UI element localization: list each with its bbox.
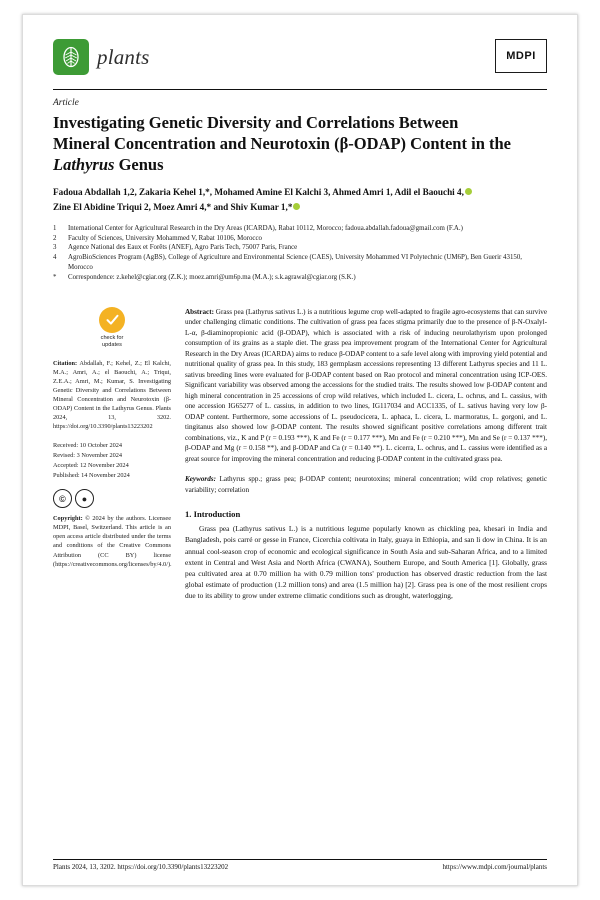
affiliation-text: International Center for Agricultural Research in the Dry Areas (ICARDA), Rabat 10112, Morocco; fadoua.abdallah.fadoua@gmail.com (F.A.) <box>68 224 463 232</box>
correspondence-item <box>53 273 547 283</box>
masthead-divider <box>53 89 547 90</box>
page-title <box>53 112 547 175</box>
orcid-icon[interactable] <box>465 188 472 195</box>
author-list <box>53 185 547 214</box>
publisher-logo: MDPI <box>495 39 547 73</box>
masthead <box>53 39 547 85</box>
keywords-label: Keywords: <box>185 475 216 484</box>
published-date: Published: 14 November 2024 <box>53 471 130 479</box>
author-line-1: Fadoua Abdallah 1,2, Zakaria Kehel 1,*, Mohamed Amine El Kalchi 3, Ahmed Amri 1, Adil el Baouchi 4, <box>53 187 464 198</box>
check-updates-line-2: updates <box>102 341 122 348</box>
citation-block <box>53 359 171 432</box>
creative-commons-badges <box>53 489 171 508</box>
revised-date: Revised: 3 November 2024 <box>53 451 123 459</box>
affiliation-item <box>53 243 547 253</box>
affiliation-marker: 4 <box>53 254 57 262</box>
affiliation-marker: 1 <box>53 224 57 232</box>
article-type-label: Article <box>53 98 79 108</box>
keywords-text: Lathyrus spp.; grass pea; β-ODAP content; neurotoxins; mineral concentration; wild crop relatives; genetic variability; correlation <box>185 475 547 494</box>
received-date: Received: 10 October 2024 <box>53 441 123 449</box>
affiliation-item <box>53 224 547 234</box>
footer-journal-url[interactable]: https://www.mdpi.com/journal/plants <box>442 863 547 871</box>
citation-label: Citation: <box>53 359 78 367</box>
copyright-block <box>53 514 171 569</box>
abstract-label: Abstract: <box>185 307 214 316</box>
sidebar-column <box>53 291 171 602</box>
correspondence-text: Correspondence: z.kehel@cgiar.org (Z.K.); moez.amri@um6p.ma (M.A.); s.k.agrawal@cgiar.org (S.K.) <box>68 273 356 281</box>
affiliation-marker: 3 <box>53 244 57 252</box>
title-genus: Lathyrus <box>53 155 115 175</box>
copyright-label: Copyright: <box>53 515 83 523</box>
title-line-2: Mineral Concentration and Neurotoxin (β-ODAP) Content in the <box>53 134 511 154</box>
affiliation-text: Agence National des Eaux et Forêts (ANEF), Agro Paris Tech, 75007 Paris, France <box>68 244 298 252</box>
affiliation-item <box>53 253 547 273</box>
section-heading-introduction: 1. Introduction <box>185 509 241 520</box>
footer-divider <box>53 859 547 860</box>
affiliation-item <box>53 234 547 244</box>
check-mark-icon <box>99 307 125 333</box>
affiliation-text: Faculty of Sciences, University Mohammed V, Rabat 10106, Morocco <box>68 234 262 242</box>
journal-brand <box>53 39 150 75</box>
body-columns <box>53 291 547 602</box>
check-updates-line-1: check for <box>100 334 124 341</box>
main-column <box>185 291 547 602</box>
dates-block <box>53 441 171 481</box>
abstract-text: Grass pea (Lathyrus sativus L.) is a nutritious legume crop well-adapted to fragile agro-ecosystems that can survive under challenging climatic conditions. The cultivation of grass pea faces stigma primarily due to the presence of β-N-Oxalyl-L-α, β-diaminopropionic acid (β-ODAP), which is associated with a risk of inducing neurolathyrism upon prolonged consumption of its grains as a staple diet. The grass pea improvement program of the International Center for Agricultural Research in the Dry Areas (ICARDA) aims to reduce β-ODAP content to a safe level along with improving yield potential and nutritional quality of grass pea. In this study, 183 germplasm accessions representing 13 different Lathyrus species and 11 L. sativus breeding lines were evaluated for β-ODAP content based on Rao protocol and mineral concentration using ICP-OES. Significant variability was observed among the accessions for the studied traits. The results showed low β-ODAP content and high mineral concentration in 25 accessions of crop wild relatives, which included L. cicera, L. ochrus, and L. cassius, with one accession IG65277 of L. cassius, in addition to two lines, IG117034 and ACC1335, of L. sativus having very low β-ODAP content. Furthermore, some accessions of L. pseudocicera, L. aphaca, L. cicera, L. marmoratus, L. gorgoni, and L. tingitanus also showed low β-ODAP content. The results showed significant positive correlations among different trait combinations, viz., K and P (r = 0.193 ***), K and Fe (r = 0.177 ***), Mn and Fe (r = 0.210 ***), Mn and Se (r = 0.137 ***), β-ODAP and Mg (r = 0.158 **), and β-ODAP and Ca (r = 0.140 **). L. cicerra, L. ochrus, and L. cassius were identified as a great source for improving the mineral concentration and reducing β-ODAP content in the cultivated grass pea. <box>185 307 547 463</box>
author-line-2: Zine El Abidine Triqui 2, Moez Amri 4,* and Shiv Kumar 1,* <box>53 201 293 212</box>
orcid-icon[interactable] <box>293 203 300 210</box>
citation-text: Abdallah, F.; Kehel, Z.; El Kalchi, M.A.; Amri, A.; el Baouchi, A.; Triqui, Z.E.A.; Amri, M.; Kumar, S. Investigating Genetic Diversity and Correlations Between Mineral Concentration and Neurotoxin (β-ODAP) Content in the Lathyrus Genus. Plants 2024, 13, 3202. https://doi.org/10.3390/plants13223202 <box>53 359 171 431</box>
affiliations-list <box>53 224 547 283</box>
paper-sheet <box>22 14 578 886</box>
affiliation-text: AgroBioSciences Program (AgBS), College of Agriculture and Environmental Science (CAES), University Mohammed VI Polytechnic (UM6P), Ben Guerir 43150, Morocco <box>68 254 522 272</box>
check-for-updates-badge[interactable] <box>53 307 171 349</box>
title-line-1: Investigating Genetic Diversity and Correlations Between <box>53 113 459 132</box>
introduction-paragraph: Grass pea (Lathyrus sativus L.) is a nutritious legume popularly known as chickling pea, khesari in India and Bangladesh, pois carré or gesse in France, Cicerchia coltivata in Italy, guaya in Ethiopia, and san li dow in China. It is an annual cool-season crop of economic and ecological significance in South Asia and sub-Saharan Africa, and to a limited extent in Central and West Asia and North Africa (CWANA), Southern Europe, and South America [1]. Globally, grass pea cultivated area at 0.70 million ha with 0.79 million tons' production has observed drastic reduction from the last global estimate of production (1.2 million tons) and area (1.5 million ha) [2]. Grass pea is one of the most resilient crops due to its ability to grow under extreme climatic conditions such as drought, waterlogging, <box>185 524 547 601</box>
journal-name: plants <box>97 44 150 69</box>
accepted-date: Accepted: 12 November 2024 <box>53 461 129 469</box>
copyright-text: © 2024 by the authors. Licensee MDPI, Basel, Switzerland. This article is an open access article distributed under the terms and conditions of the Creative Commons Attribution (CC BY) license (https://creativecommons.org/licenses/by/4.0/). <box>53 515 172 568</box>
cc-by-icon: ● <box>75 489 94 508</box>
correspondence-marker: * <box>53 273 57 281</box>
title-line-3-rest: Genus <box>114 155 164 175</box>
keywords-block <box>185 474 547 495</box>
page-footer <box>53 859 547 871</box>
abstract-block <box>185 307 547 465</box>
affiliation-marker: 2 <box>53 234 57 242</box>
cc-icon: © <box>53 489 72 508</box>
footer-citation: Plants 2024, 13, 3202. https://doi.org/10.3390/plants13223202 <box>53 863 229 871</box>
leaf-icon <box>53 39 89 75</box>
